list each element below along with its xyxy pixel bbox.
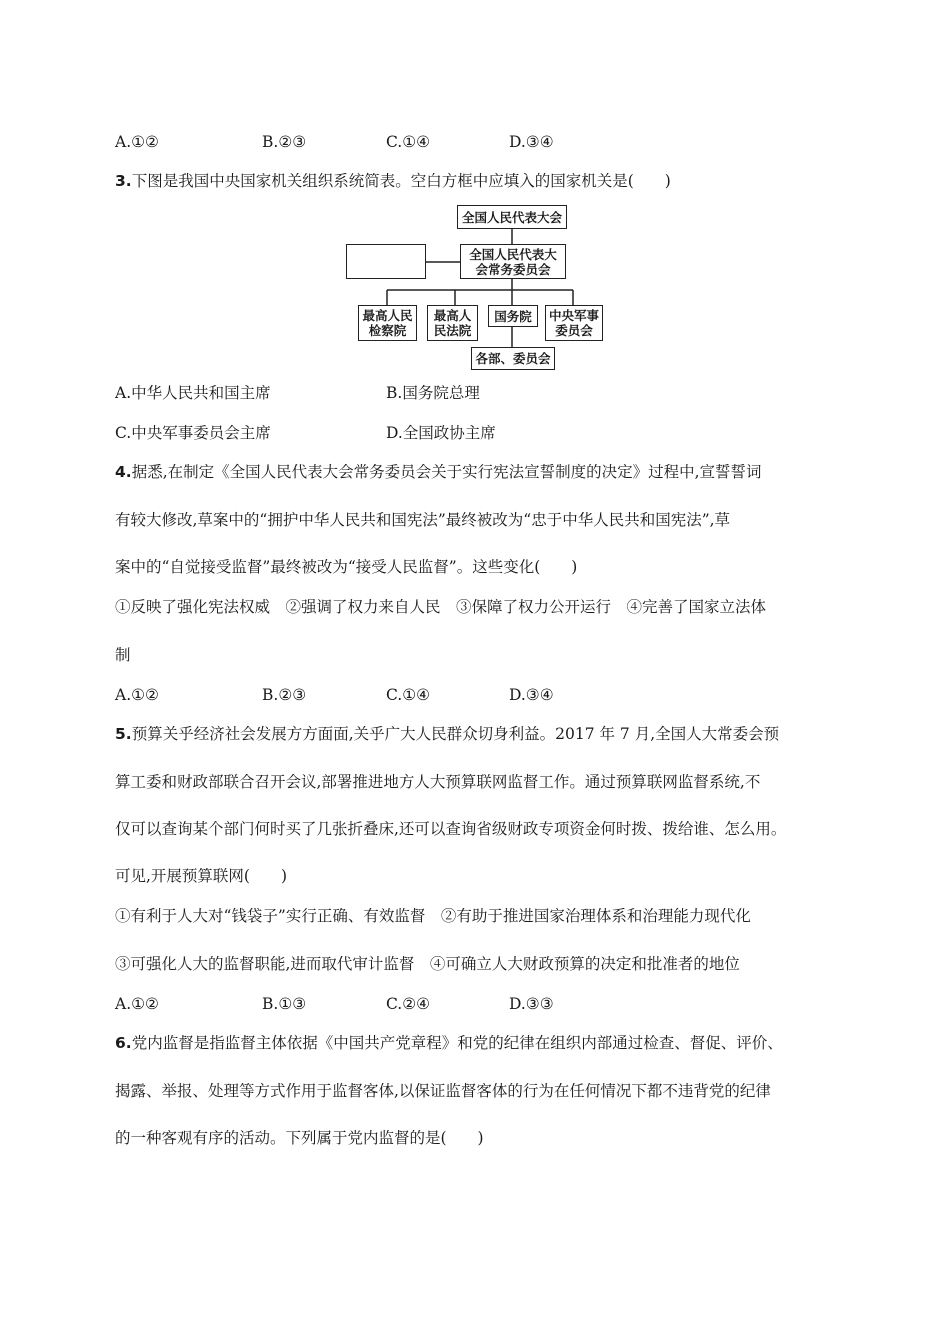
procuratorate-label-1: 最高人民 [362,308,413,323]
q5-line-1 [115,724,779,744]
procuratorate-box [358,305,417,341]
npc-box [457,205,567,229]
q5-line-3: 仅可以查询某个部门何时买了几张折叠床,还可以查询省级财政专项资金何时拨、拨给谁、怎么用。 [115,820,787,838]
q4-line-2: 有较大修改,草案中的“拥护中华人民共和国宪法”最终被改为“忠于中华人民共和国宪法”,草 [115,511,731,529]
procuratorate-label-2: 检察院 [368,323,407,338]
q3-option-c: C.中央军事委员会主席 [115,424,271,442]
court-label-2: 民法院 [433,323,472,338]
q5-option-c: C.②④ [386,995,431,1013]
q5-items-2: ③可强化人大的监督职能,进而取代审计监督 ④可确立人大财政预算的决定和批准者的地位 [115,955,740,973]
standing-committee-box [460,244,566,279]
q6-line-2: 揭露、举报、处理等方式作用于监督客体,以保证监督客体的行为在任何情况下都不违背党的纪律 [115,1082,771,1100]
ministries-label: 各部、委员会 [475,351,551,366]
standing-committee-label-1: 全国人民代表大 [469,246,557,262]
q5-items-1: ①有利于人大对“钱袋子”实行正确、有效监督 ②有助于推进国家治理体系和治理能力现代化 [115,907,751,925]
q5-line-1-text: 预算关乎经济社会发展方方面面,关乎广大人民群众切身利益。2017 年 7 月,全国人大常委会预 [131,725,780,743]
q5-option-b: B.①③ [262,995,307,1013]
q5-line-2: 算工委和财政部联合召开会议,部署推进地方人大预算联网监督工作。通过预算联网监督系统,不 [115,773,761,791]
q4-items-2: 制 [115,646,131,664]
q5-option-d: D.③③ [509,995,554,1013]
q4-option-d: D.③④ [509,686,554,704]
q3-option-a: A.中华人民共和国主席 [115,384,271,402]
q6-line-3: 的一种客观有序的活动。下列属于党内监督的是( ) [115,1129,484,1147]
q6-number: 6. [115,1034,132,1052]
q4-line-1-text: 据悉,在制定《全国人民代表大会常务委员会关于实行宪法宣誓制度的决定》过程中,宣誓誓词 [131,463,762,481]
q2-option-a: A.①② [115,133,159,151]
q4-option-a: A.①② [115,686,159,704]
cmc-label-2: 委员会 [555,323,593,338]
blank-answer-box [346,244,426,279]
q4-line-3: 案中的“自觉接受监督”最终被改为“接受人民监督”。这些变化( ) [115,558,578,576]
q2-option-b: B.②③ [262,133,307,151]
court-label-1: 最高人 [433,308,472,323]
q4-option-c: C.①④ [386,686,431,704]
q5-option-a: A.①② [115,995,159,1013]
q3-stem-text: 下图是我国中央国家机关组织系统简表。空白方框中应填入的国家机关是( ) [131,172,671,190]
q5-number: 5. [115,725,132,743]
state-council-box [488,305,538,327]
q4-option-b: B.②③ [262,686,307,704]
cmc-label-1: 中央军事 [548,308,599,323]
q2-option-d: D.③④ [509,133,554,151]
state-council-label: 国务院 [494,308,532,324]
q4-number: 4. [115,463,132,481]
q6-line-1 [115,1033,783,1053]
q4-line-1 [115,462,762,482]
court-box [427,305,478,341]
q3-option-b: B.国务院总理 [386,384,480,402]
q2-option-c: C.①④ [386,133,431,151]
q6-line-1-text: 党内监督是指监督主体依据《中国共产党章程》和党的纪律在组织内部通过检查、督促、评价、 [131,1034,783,1052]
cmc-box [545,305,603,341]
ministries-box [471,347,555,370]
q5-line-4: 可见,开展预算联网( ) [115,867,288,885]
npc-label: 全国人民代表大会 [461,209,562,225]
q3-number: 3. [115,172,132,190]
q3-option-d: D.全国政协主席 [386,424,496,442]
q4-items-1: ①反映了强化宪法权威 ②强调了权力来自人民 ③保障了权力公开运行 ④完善了国家立法体 [115,598,767,616]
standing-committee-label-2: 会常务委员会 [475,261,551,277]
